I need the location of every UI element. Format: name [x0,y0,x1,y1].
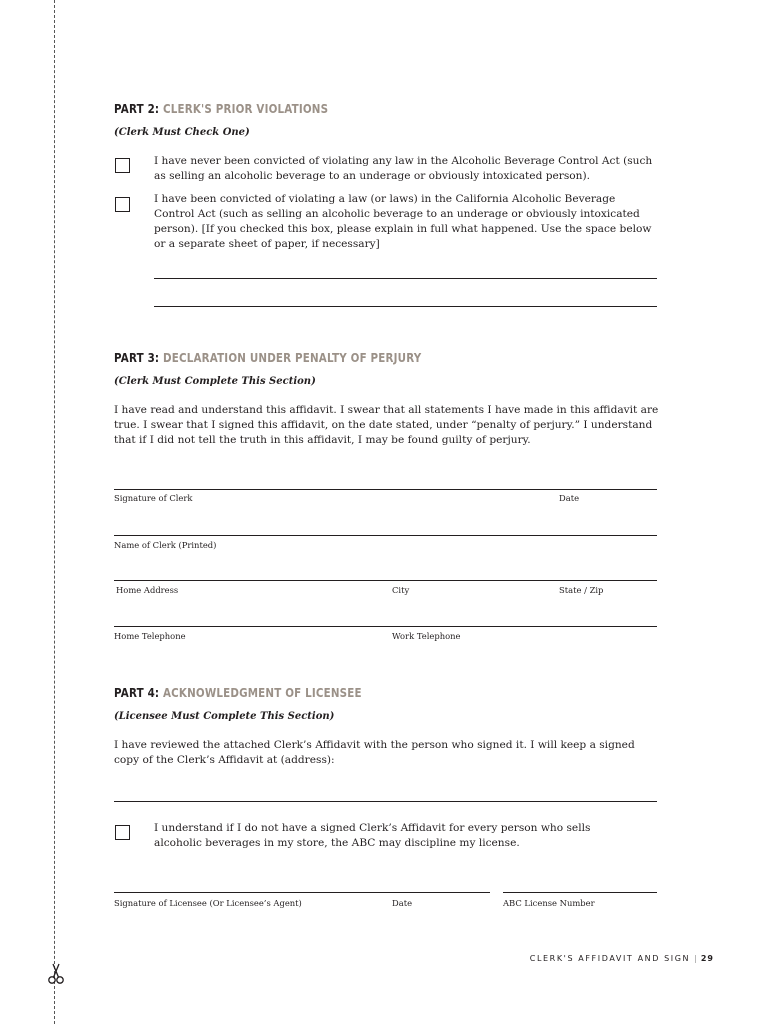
part4-body: I have reviewed the attached Clerk’s Affidavit with the person who signed it. I will keep a signed copy of the Clerk’s Affidavit at (address): [114,739,635,766]
telephone-line[interactable] [114,626,657,627]
convicted-text: I have been convicted of violating a law (or laws) in the California Alcoholic Beverage Control Act (such as selling an alcoholic beverage to an underage or obviously intoxicated person). [If you checked this box, please explain in full what happened. Use the space below or a separate sheet of paper, if necessary] [154,193,652,250]
footer-title: CLERK'S AFFIDAVIT AND SIGN [529,954,691,963]
part4-number: PART 4: [114,686,160,700]
clerk-date-label: Date [559,493,580,503]
part3-subtitle: (Clerk Must Complete This Section) [114,376,316,387]
part4-title: ACKNOWLEDGMENT OF LICENSEE [163,686,362,700]
scissors-icon [46,962,66,986]
footer-separator: | [694,954,697,963]
part3-title: DECLARATION UNDER PENALTY OF PERJURY [163,351,422,365]
clerk-name-line[interactable] [114,535,657,536]
page-number: 29 [700,954,714,963]
part4-subtitle: (Licensee Must Complete This Section) [114,711,335,722]
clerk-signature-line[interactable] [114,489,657,490]
explanation-line-1[interactable] [154,278,657,279]
home-address-line[interactable] [114,580,657,581]
home-address-label: Home Address [116,585,179,595]
license-number-line[interactable] [503,892,657,893]
never-convicted-checkbox[interactable] [115,158,130,173]
work-telephone-label: Work Telephone [392,631,461,641]
home-telephone-label: Home Telephone [114,631,186,641]
licensee-signature-label: Signature of Licensee (Or Licensee’s Agent) [114,898,302,908]
licensee-date-label: Date [392,898,413,908]
acknowledge-text: I understand if I do not have a signed Clerk’s Affidavit for every person who sells alcoholic beverages in my store, the ABC may discipline my license. [154,822,591,849]
city-label: City [392,585,410,595]
explanation-line-2[interactable] [154,306,657,307]
clerk-signature-label: Signature of Clerk [114,493,193,503]
part2-subtitle: (Clerk Must Check One) [114,127,250,138]
convicted-checkbox[interactable] [115,197,130,212]
part3-heading [114,351,421,365]
cut-line [54,0,55,1024]
part2-number: PART 2: [114,102,160,116]
part3-number: PART 3: [114,351,160,365]
part2-heading [114,102,328,116]
never-convicted-text: I have never been convicted of violating any law in the Alcoholic Beverage Control Act (such as selling an alcoholic beverage to an underage or obviously intoxicated person). [154,155,653,182]
part3-body: I have read and understand this affidavit. I swear that all statements I have made in this affidavit are true. I swear that I signed this affidavit, on the date stated, under “penalty of perjury.” I understand that if I did not tell the truth in this affidavit, I may be found guilty of perjury. [114,404,659,446]
part2-title: CLERK'S PRIOR VIOLATIONS [163,102,329,116]
address-line[interactable] [114,801,657,802]
state-zip-label: State / Zip [559,585,604,595]
part4-heading [114,686,362,700]
page-footer [530,954,714,963]
licensee-signature-line[interactable] [114,892,490,893]
acknowledge-checkbox[interactable] [115,825,130,840]
clerk-name-label: Name of Clerk (Printed) [114,540,217,550]
license-number-label: ABC License Number [503,898,595,908]
